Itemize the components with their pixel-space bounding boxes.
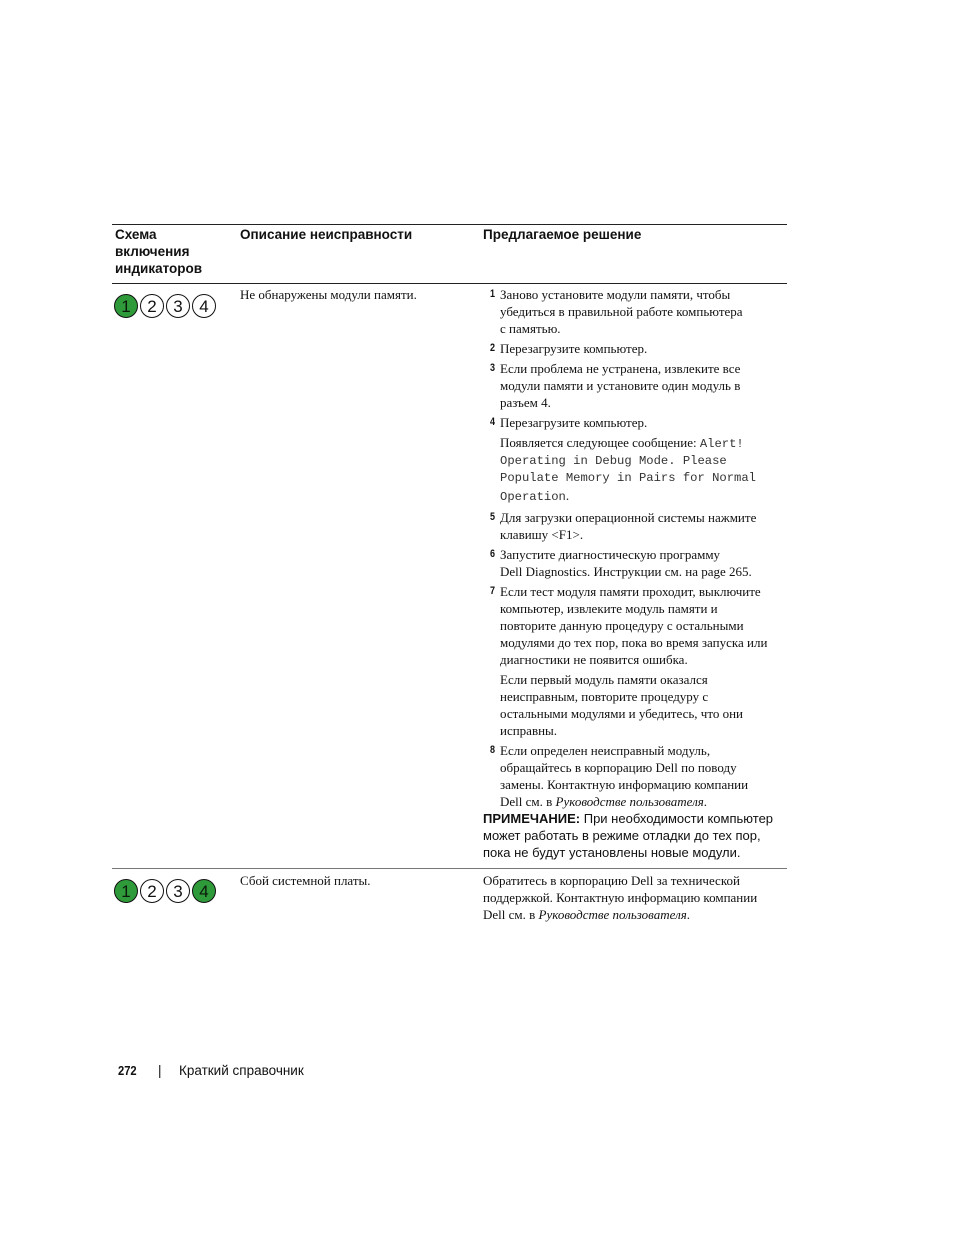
step-text-line: исправны.: [500, 723, 558, 738]
step-text-line: обращайтесь в корпорацию Dell по поводу: [500, 760, 737, 775]
step-text-line: Если первый модуль памяти оказался: [500, 672, 708, 687]
message-end: .: [565, 488, 570, 503]
step-text-line: Перезагрузите компьютер.: [500, 415, 648, 430]
step-number: 5: [490, 511, 496, 523]
step-text-line: с памятью.: [500, 321, 561, 336]
led-3-off-icon: 3: [166, 294, 190, 318]
step-number: 8: [490, 744, 496, 756]
user-guide-reference: Руководстве пользователя: [538, 907, 687, 922]
led-3-off-icon: 3: [166, 879, 190, 903]
note-text-line: При необходимости компьютер: [580, 811, 774, 826]
step-text-line: модулями до тех пор, пока во время запуска или: [500, 635, 768, 650]
step-text-line: Перезагрузите компьютер.: [500, 341, 648, 356]
header-bottom-rule: [112, 283, 787, 284]
solution-row-2: [483, 872, 783, 923]
solution-text-line: поддержкой. Контактную информацию компании: [483, 890, 758, 905]
step-text-line: Заново установите модули памяти, чтобы: [500, 287, 731, 302]
step-text-line: Для загрузки операционной системы нажмите: [500, 510, 757, 525]
message-code-line: Operation: [500, 490, 566, 504]
step-text-line: клавишу <F1>.: [500, 527, 584, 542]
user-guide-reference: Руководстве пользователя: [555, 794, 704, 809]
step-text-line: остальными модулями и убедитесь, что они: [500, 706, 743, 721]
header-led-scheme: [115, 226, 202, 277]
message-code-line: Populate Memory in Pairs for Normal: [500, 471, 756, 485]
note-block: [483, 810, 783, 861]
step-text-line: Запустите диагностическую программу: [500, 547, 721, 562]
header-suggested-solution: Предлагаемое решение: [483, 227, 642, 242]
step-4-message: [483, 434, 783, 506]
led-pattern-row-1: [114, 294, 226, 320]
step-text-end: .: [703, 794, 708, 809]
step-text-line: Dell Diagnostics. Инструкции см. на page 265.: [500, 564, 752, 579]
step-number: 1: [490, 288, 496, 300]
header-led-scheme-line: Схема: [115, 227, 157, 242]
page-footer: [118, 1062, 304, 1079]
message-code-line: Alert!: [699, 437, 744, 451]
message-code-line: Operating in Debug Mode. Please: [500, 454, 727, 468]
step-text-line: разъем 4.: [500, 395, 551, 410]
step-text-line: замены. Контактную информацию компании: [500, 777, 749, 792]
solution-step-7: [483, 583, 783, 668]
step-text-line: диагностики не появится ошибка.: [500, 652, 688, 667]
header-problem-description: Описание неисправности: [240, 227, 413, 242]
step-text-line: Если проблема не устранена, извлеките все: [500, 361, 741, 376]
note-label: ПРИМЕЧАНИЕ:: [483, 811, 581, 826]
page-number: 272: [118, 1063, 137, 1078]
message-intro: Появляется следующее сообщение:: [500, 435, 700, 450]
led-2-off-icon: 2: [140, 879, 164, 903]
step-number: 7: [490, 585, 496, 597]
step-text-line: Dell см. в: [500, 794, 556, 809]
led-4-off-icon: 4: [192, 294, 216, 318]
led-4-lit-icon: 4: [192, 879, 216, 903]
solution-step-2: [483, 340, 783, 357]
solution-step-1: [483, 286, 783, 337]
step-number: 2: [490, 342, 496, 354]
led-1-lit-icon: 1: [114, 294, 138, 318]
note-text-line: может работать в режиме отладки до тех пор,: [483, 828, 761, 843]
problem-description-row-1: Не обнаружены модули памяти.: [240, 287, 417, 302]
led-pattern-row-2: [114, 879, 226, 905]
problem-description-row-2: Сбой системной платы.: [240, 873, 371, 888]
solution-step-3: [483, 360, 783, 411]
step-number: 3: [490, 362, 496, 374]
header-led-scheme-line: включения: [115, 244, 190, 259]
solution-row-1: [483, 286, 783, 861]
solution-text-line: Обратитесь в корпорацию Dell за технической: [483, 873, 740, 888]
step-7-continuation: [483, 671, 783, 739]
solution-step-4: [483, 414, 783, 431]
footer-separator: |: [158, 1063, 162, 1078]
solution-step-5: [483, 509, 783, 543]
step-text-line: компьютер, извлеките модуль памяти и: [500, 601, 718, 616]
solution-text-line: Dell см. в: [483, 907, 539, 922]
row-separator: [112, 868, 787, 869]
solution-step-6: [483, 546, 783, 580]
solution-step-8: [483, 742, 783, 810]
solution-text-end: .: [686, 907, 691, 922]
step-text-line: Если тест модуля памяти проходит, выключите: [500, 584, 761, 599]
step-number: 4: [490, 416, 496, 428]
header-led-scheme-line: индикаторов: [115, 261, 203, 276]
led-1-lit-icon: 1: [114, 879, 138, 903]
step-text-line: неисправным, повторите процедуру с: [500, 689, 709, 704]
step-number: 6: [490, 548, 496, 560]
step-text-line: модули памяти и установите один модуль в: [500, 378, 741, 393]
footer-section-title: Краткий справочник: [179, 1063, 304, 1078]
note-text-line: пока не будут установлены новые модули.: [483, 845, 741, 860]
table-top-rule: [112, 224, 787, 225]
step-text-line: убедиться в правильной работе компьютера: [500, 304, 743, 319]
led-2-off-icon: 2: [140, 294, 164, 318]
step-text-line: повторите данную процедуру с остальными: [500, 618, 744, 633]
step-text-line: Если определен неисправный модуль,: [500, 743, 711, 758]
